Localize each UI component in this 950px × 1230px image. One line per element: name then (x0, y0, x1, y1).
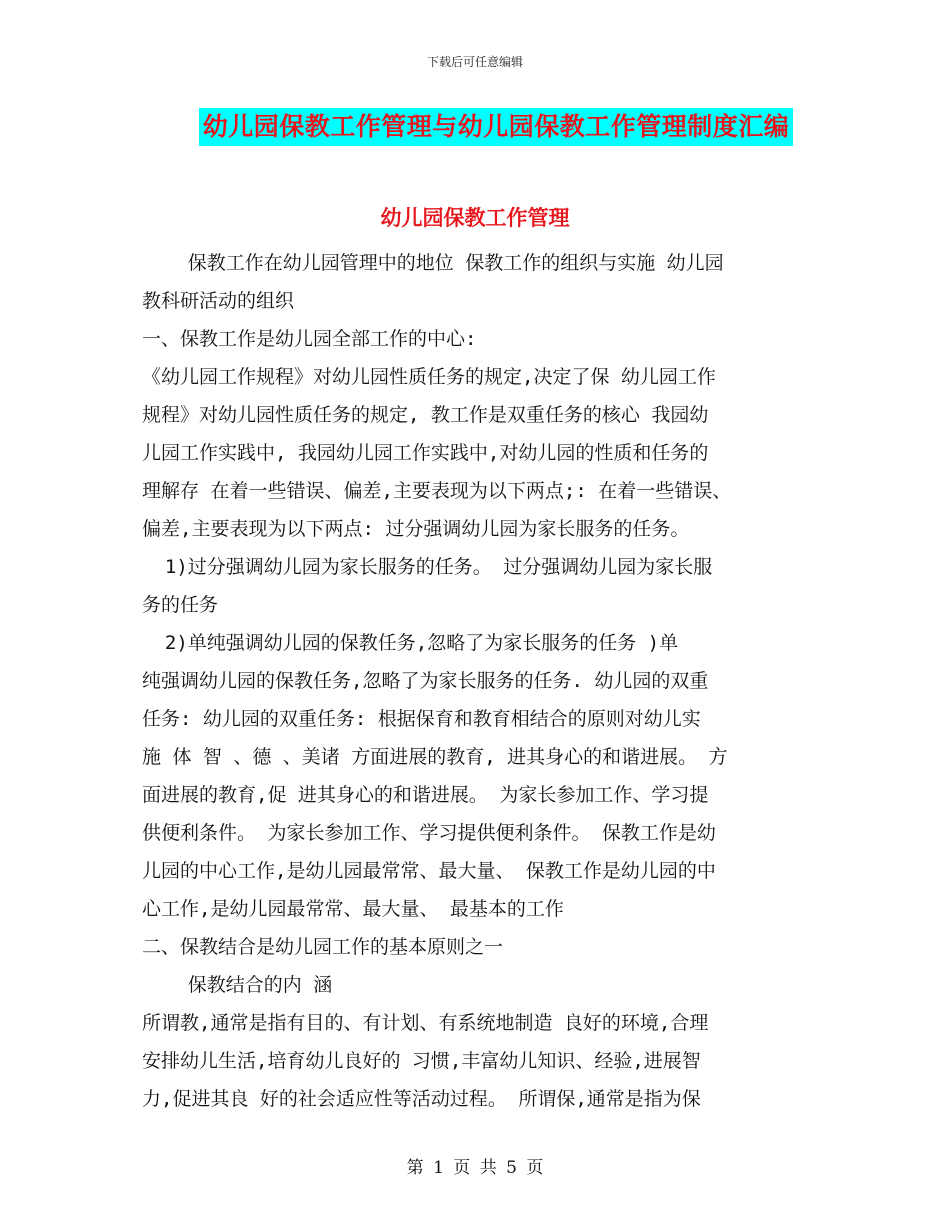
body-line: 保教结合的内 涵 (142, 974, 333, 996)
body-line: 二、保教结合是幼儿园工作的基本原则之一 (142, 936, 504, 958)
body-line: 儿园的中心工作,是幼儿园最常常、最大量、 保教工作是幼儿园的中 (142, 860, 716, 882)
header-note: 下载后可任意编辑 (426, 55, 523, 69)
body-line: 《幼儿园工作规程》对幼儿园性质任务的规定,决定了保 幼儿园工作 (142, 366, 716, 388)
document-title-container (0, 108, 950, 146)
body-line: 规程》对幼儿园性质任务的规定, 教工作是双重任务的核心 我园幼 (142, 404, 709, 426)
body-line: 施 体 智 、德 、美诸 方面进展的教育, 进其身心的和谐进展。 方 (142, 746, 728, 768)
body-line: 1)过分强调幼儿园为家长服务的任务。 过分强调幼儿园为家长服 (142, 556, 713, 578)
body-line: 安排幼儿生活,培育幼儿良好的 习惯,丰富幼儿知识、经验,进展智 (142, 1050, 701, 1072)
body-line: 务的任务 (142, 594, 219, 616)
body-line: 所谓教,通常是指有目的、有计划、有系统地制造 良好的环境,合理 (142, 1012, 709, 1034)
body-line: 供便利条件。 为家长参加工作、学习提供便利条件。 保教工作是幼 (142, 822, 716, 844)
page-footer: 第 1 页 共 5 页 (406, 1158, 544, 1178)
body-line: 力,促进其良 好的社会适应性等活动过程。 所谓保,通常是指为保 (142, 1088, 701, 1110)
body-line: 儿园工作实践中, 我园幼儿园工作实践中,对幼儿园的性质和任务的 (142, 442, 709, 464)
body-line: 纯强调幼儿园的保教任务,忽略了为家长服务的任务. 幼儿园的双重 (142, 670, 709, 692)
section-title: 幼儿园保教工作管理 (380, 205, 570, 230)
body-line: 面进展的教育,促 进其身心的和谐进展。 为家长参加工作、学习提 (142, 784, 709, 806)
body-line: 理解存 在着一些错误、偏差,主要表现为以下两点;: 在着一些错误、 (142, 480, 732, 502)
body-line: 一、保教工作是幼儿园全部工作的中心: (142, 328, 477, 350)
body-line: 2)单纯强调幼儿园的保教任务,忽略了为家长服务的任务 )单 (142, 632, 679, 654)
body-text (142, 244, 822, 1118)
body-line: 保教工作在幼儿园管理中的地位 保教工作的组织与实施 幼儿园 (142, 252, 724, 274)
body-line: 偏差,主要表现为以下两点: 过分强调幼儿园为家长服务的任务。 (142, 518, 690, 540)
document-title: 幼儿园保教工作管理与幼儿园保教工作管理制度汇编 (199, 108, 794, 146)
body-line: 教科研活动的组织 (142, 290, 295, 312)
body-line: 心工作,是幼儿园最常常、最大量、 最基本的工作 (142, 898, 564, 920)
body-line: 任务: 幼儿园的双重任务: 根据保育和教育相结合的原则对幼儿实 (142, 708, 701, 730)
